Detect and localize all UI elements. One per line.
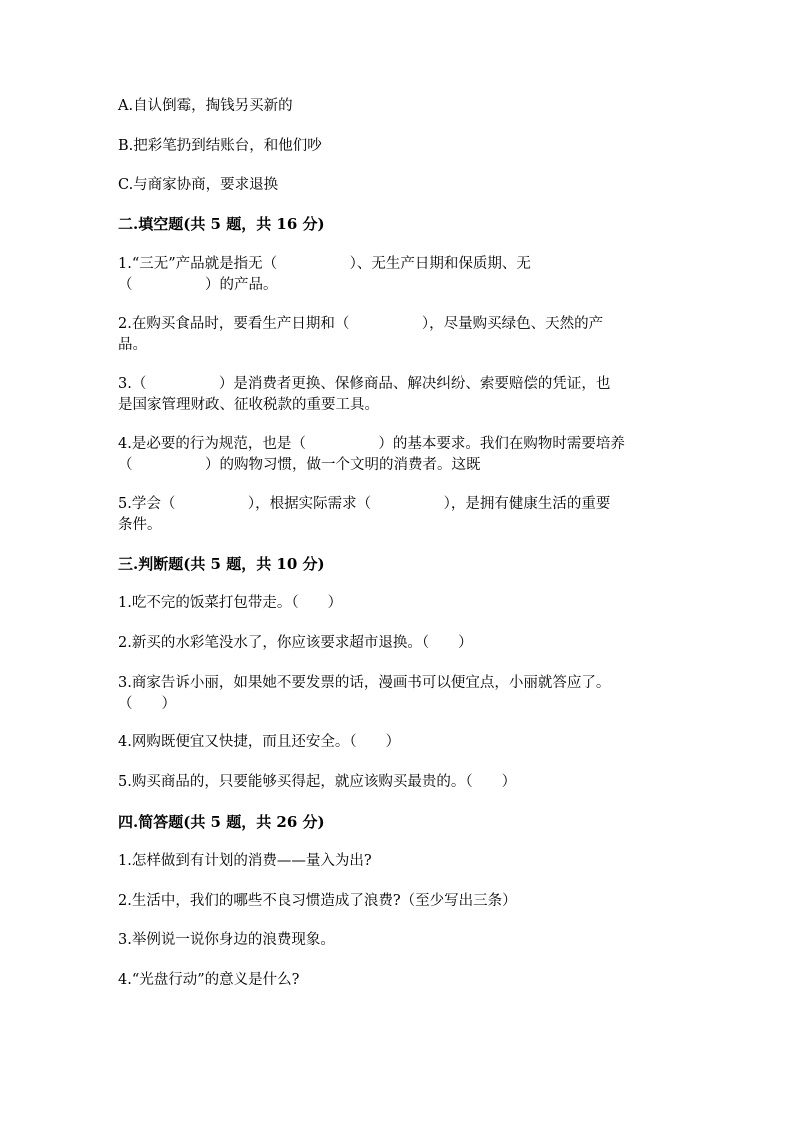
judge-question-2: 2.新买的水彩笔没水了，你应该要求超市退换。（ ） <box>118 635 473 651</box>
section-short-answer-heading: 四.简答题(共 5 题，共 26 分) <box>118 813 325 831</box>
fill-question-1-line-1: 1.“三无”产品就是指无（ ）、无生产日期和保质期、无 <box>118 256 531 272</box>
fill-question-2 <box>118 314 678 356</box>
judge-question-1: 1.吃不完的饭菜打包带走。（ ） <box>118 595 343 611</box>
fill-question-5-line-1: 5.学会（ ），根据实际需求（ ），是拥有健康生活的重要 <box>118 496 611 512</box>
answer-question-4: 4.“光盘行动”的意义是什么? <box>118 972 300 988</box>
fill-question-3-line-2: 是国家管理财政、征收税款的重要工具。 <box>118 397 379 413</box>
answer-question-1: 1.怎样做到有计划的消费——量入为出? <box>118 853 372 869</box>
fill-question-4 <box>118 434 678 476</box>
fill-question-4-line-2: （ ）的购物习惯，做一个文明的消费者。这既 <box>118 457 481 473</box>
option-a: A.自认倒霉，掏钱另买新的 <box>118 98 293 114</box>
section-fill-blank-heading: 二.填空题(共 5 题，共 16 分) <box>118 215 325 233</box>
option-b: B.把彩笔扔到结账台，和他们吵 <box>118 138 322 154</box>
fill-question-1 <box>118 254 678 296</box>
fill-question-3-line-1: 3.（ ）是消费者更换、保修商品、解决纠纷、索要赔偿的凭证，也 <box>118 376 611 392</box>
answer-question-2: 2.生活中，我们的哪些不良习惯造成了浪费?（至少写出三条） <box>118 893 517 909</box>
judge-question-4: 4.网购既便宜又快捷，而且还安全。（ ） <box>118 734 401 750</box>
judge-question-3-line-1: 3.商家告诉小丽，如果她不要发票的话，漫画书可以便宜点，小丽就答应了。 <box>118 675 611 691</box>
fill-question-1-line-2: （ ）的产品。 <box>118 277 278 293</box>
fill-question-5-line-2: 条件。 <box>118 517 162 533</box>
answer-question-3: 3.举例说一说你身边的浪费现象。 <box>118 932 335 948</box>
fill-question-2-line-2: 品。 <box>118 337 147 353</box>
option-c: C.与商家协商，要求退换 <box>118 177 279 193</box>
fill-question-2-line-1: 2.在购买食品时，要看生产日期和（ ），尽量购买绿色、天然的产 <box>118 316 604 332</box>
fill-question-4-line-1: 4.是必要的行为规范，也是（ ）的基本要求。我们在购物时需要培养 <box>118 436 625 452</box>
judge-question-5: 5.购买商品的，只要能够买得起，就应该购买最贵的。（ ） <box>118 774 517 790</box>
fill-question-3 <box>118 374 678 416</box>
section-true-false-heading: 三.判断题(共 5 题，共 10 分) <box>118 555 325 573</box>
judge-question-3 <box>118 673 678 715</box>
fill-question-5 <box>118 494 678 536</box>
judge-question-3-line-2: （ ） <box>118 696 176 712</box>
